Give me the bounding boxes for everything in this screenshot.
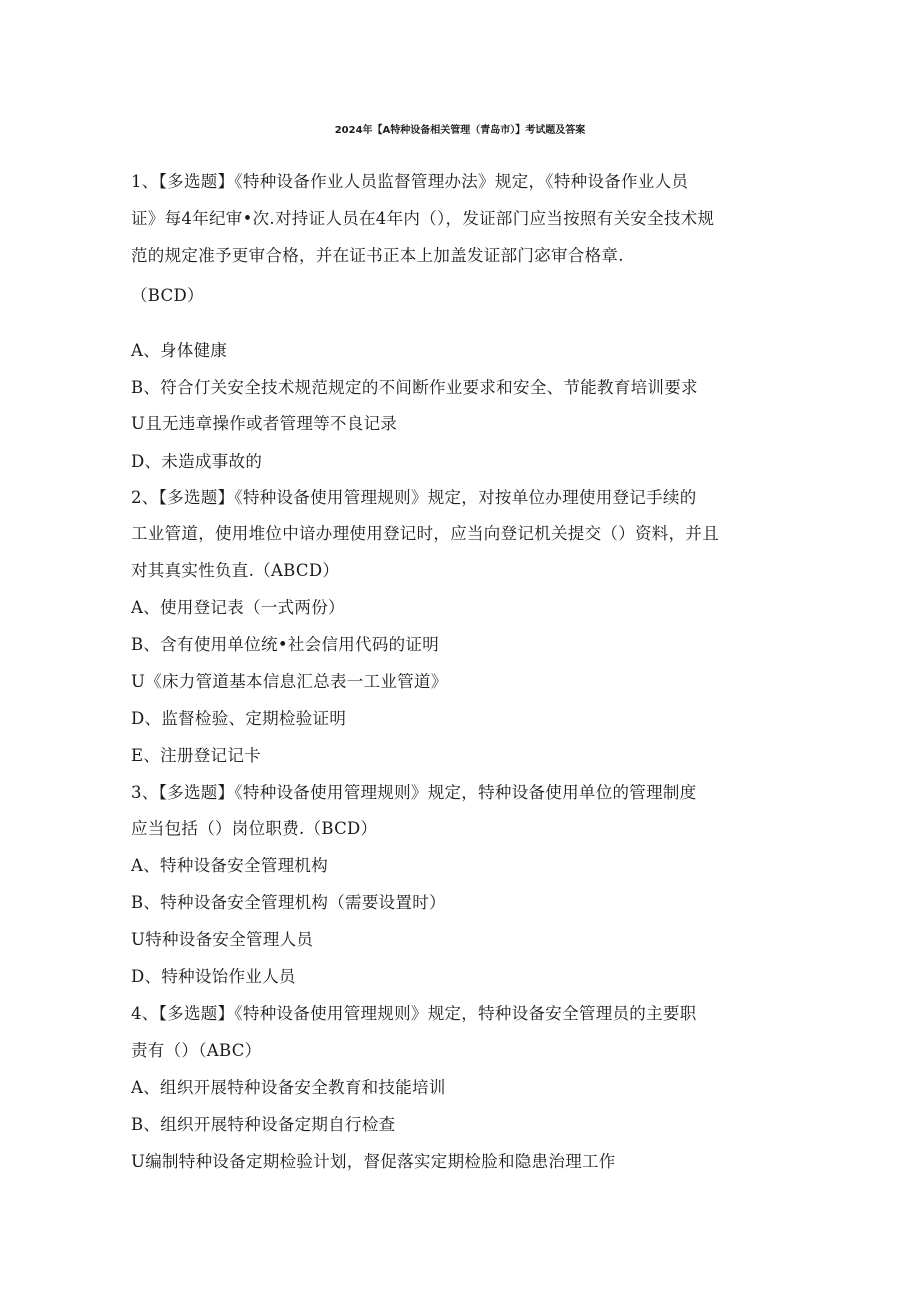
question-1-line-3: 范的规定准予更审合格，并在证书正本上加盖发证部门宓审合格章. — [131, 246, 624, 265]
question-1-option-a: A、身体健康 — [131, 341, 228, 360]
question-4-line-2: 责有（）（ABC） — [131, 1041, 262, 1060]
question-1-option-c: U且无违章操作或者管理等不良记录 — [131, 414, 398, 433]
question-1-line-2: 证》每4年纪审•次.对持证人员在4年内（），发证部门应当按照有关安全技术规 — [131, 209, 715, 228]
question-4-option-b: B、组织开展特种设备定期自行检查 — [131, 1115, 396, 1134]
question-3-option-b: B、特种设备安全管理机构（需要设置时） — [131, 893, 446, 912]
question-2-option-e: E、注册登记记卡 — [131, 746, 261, 765]
question-2-option-c: U《床力管道基本信息汇总表一工业管道》 — [131, 672, 448, 691]
question-4-option-c: U编制特种设备定期检验计划，督促落实定期检脸和隐患治理工作 — [131, 1152, 616, 1171]
question-1-option-b: B、符合仃关安全技术规范规定的不间断作业要求和安全、节能教育培训要求 — [131, 378, 698, 397]
question-2-option-a: A、使用登记表（一式两份） — [131, 598, 345, 617]
question-3-option-c: U特种设备安全管理人员 — [131, 930, 314, 949]
question-3-option-d: D、特种设饴作业人员 — [131, 967, 296, 986]
question-4-option-a: A、组织开展特种设备安全教育和技能培训 — [131, 1078, 446, 1097]
question-2-option-d: D、监督检验、定期检验证明 — [131, 709, 347, 728]
question-4-line-1: 4、【多选题】《特种设备使用管理规则》规定，特种设备安全管理员的主要职 — [131, 1004, 697, 1023]
question-3-line-2: 应当包括（）岗位职费.（BCD） — [131, 819, 378, 838]
question-3-line-1: 3、【多选题】《特种设备使用管理规则》规定，特种设备使用单位的管理制度 — [131, 783, 697, 802]
question-1-answer: （BCD） — [131, 286, 204, 305]
question-2-line-2: 工业管道，使用堆位中谙办理使用登记时，应当向登记机关提交（）资料，并且 — [131, 524, 719, 543]
document-title: 2024年【A特种设备相关管理（青岛市）】考试题及答案 — [334, 125, 586, 136]
question-1-option-d: D、未造成事故的 — [131, 452, 263, 471]
question-3-option-a: A、特种设备安全管理机构 — [131, 856, 329, 875]
question-2-line-1: 2、【多选题】《特种设备使用管理规则》规定，对按单位办理使用登记手续的 — [131, 488, 697, 507]
question-1-line-1: 1、【多选题】《特种设备作业人员监督管理办法》规定，《特种设备作业人员 — [131, 172, 689, 191]
question-2-line-3: 对其真实性负直.（ABCD） — [131, 561, 340, 580]
question-2-option-b: B、含有使用单位统•社会信用代码的证明 — [131, 635, 440, 654]
